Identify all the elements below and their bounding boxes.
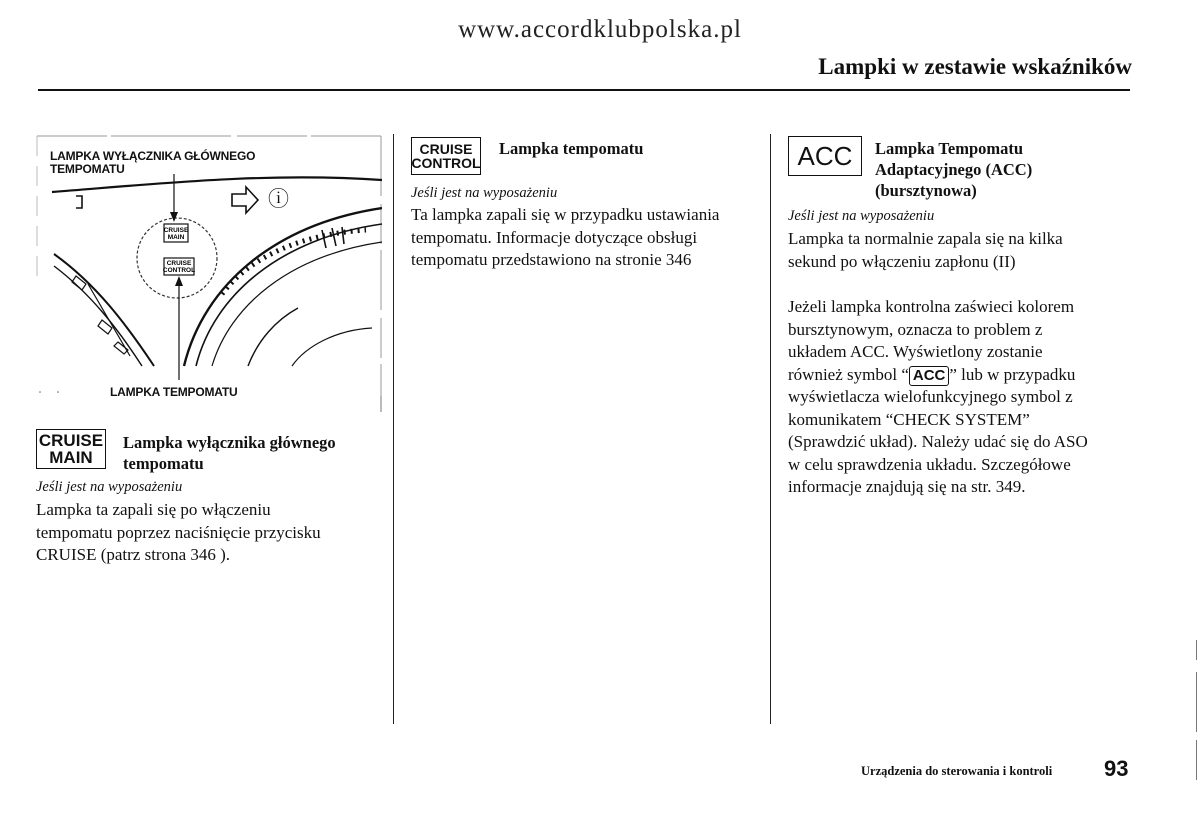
heading-main-switch-lamp xyxy=(123,432,336,474)
cruise-control-badge-line2: CONTROL xyxy=(411,155,481,171)
equipment-note: Jeśli jest na wyposażeniu xyxy=(36,479,183,495)
figure-label-cruise-lamp: LAMPKA TEMPOMATU xyxy=(110,385,238,399)
figure-label-main-switch xyxy=(50,150,255,176)
heading-acc-lamp xyxy=(875,138,1032,201)
acc-normal-description xyxy=(788,228,1138,273)
callout-icon1-line1: CRUISE xyxy=(163,227,189,234)
column-divider-1 xyxy=(393,134,394,724)
scan-edge-mark xyxy=(1196,672,1197,732)
callout-icon2-line2: CONTROL xyxy=(162,267,196,274)
cluster-illustration xyxy=(36,134,382,414)
body-line: Ta lampka zapali się w przypadku ustawiania xyxy=(411,205,720,224)
body-line-with-badge xyxy=(788,364,1138,387)
heading-line1: Lampka Tempomatu xyxy=(875,139,1024,158)
body-line: w celu sprawdzenia układu. Szczegółowe xyxy=(788,454,1071,474)
watermark-url: www.accordklubpolska.pl xyxy=(458,16,742,43)
inline-acc-badge: ACC xyxy=(909,366,950,386)
figure-label-line2: TEMPOMATU xyxy=(50,162,125,176)
equipment-note: Jeśli jest na wyposażeniu xyxy=(411,185,558,201)
cruise-main-badge-line2: MAIN xyxy=(49,448,93,467)
instrument-cluster-figure xyxy=(36,134,382,414)
page-number: 93 xyxy=(1104,756,1129,781)
body-line: Lampka ta normalnie zapala się na kilka xyxy=(788,229,1063,248)
body-line: tempomatu przedstawiono na stronie 346 xyxy=(411,250,692,269)
inline-text: ” lub w przypadku xyxy=(949,364,1076,384)
body-line: układem ACC. Wyświetlony zostanie xyxy=(788,342,1043,361)
footer-section: Urządzenia do sterowania i kontroli xyxy=(861,764,1053,778)
acc-badge-text: ACC xyxy=(797,141,853,171)
body-line: tempomatu poprzez naciśnięcie przycisku xyxy=(36,522,321,542)
body-line: komunikatem “CHECK SYSTEM” xyxy=(788,409,1030,429)
column-divider-2 xyxy=(770,134,771,724)
callout-icon1-line2: MAIN xyxy=(167,234,185,241)
body-line: (Sprawdzić układ). Należy udać się do ASO xyxy=(788,432,1088,451)
body-line: sekund po włączeniu zapłonu (II) xyxy=(788,251,1016,271)
heading-line2: Adaptacyjnego (ACC) xyxy=(875,160,1033,179)
body-line: wyświetlacza wielofunkcyjnego symbol z xyxy=(788,387,1073,406)
body-line: CRUISE (patrz strona 346 ). xyxy=(36,545,231,564)
acc-badge xyxy=(788,136,862,176)
body-line: Jeżeli lampka kontrolna zaświeci kolorem xyxy=(788,297,1075,316)
cruise-control-badge xyxy=(411,137,481,175)
header-rule xyxy=(38,89,1130,91)
heading-cruise-lamp: Lampka tempomatu xyxy=(499,139,644,158)
cruise-main-badge xyxy=(36,429,106,469)
acc-warning-description xyxy=(788,296,1138,499)
info-icon: ⓘ xyxy=(268,187,289,211)
cruise-main-badge-line1: CRUISE xyxy=(38,431,104,450)
callout-icon2-line1: CRUISE xyxy=(166,260,192,267)
body-line: Lampka ta zapali się po włączeniu xyxy=(36,500,271,519)
body-line: informacje znajdują się na str. 349. xyxy=(788,477,1026,496)
equipment-note: Jeśli jest na wyposażeniu xyxy=(788,208,935,224)
inline-text: również symbol “ xyxy=(788,364,909,384)
heading-line3: (bursztynowa) xyxy=(875,181,977,200)
main-switch-description xyxy=(36,499,386,567)
scan-edge-mark xyxy=(1196,740,1197,780)
figure-label-line1: LAMPKA WYŁĄCZNIKA GŁÓWNEGO xyxy=(50,149,256,163)
body-line: bursztynowym, oznacza to problem z xyxy=(788,319,1043,339)
cruise-control-badge-line1: CRUISE xyxy=(419,141,473,157)
heading-line1: Lampka wyłącznika głównego xyxy=(123,433,336,452)
cruise-lamp-description xyxy=(411,204,769,272)
section-title: Lampki w zestawie wskaźników xyxy=(818,54,1132,79)
scan-edge-mark xyxy=(1196,640,1197,660)
body-line: tempomatu. Informacje dotyczące obsługi xyxy=(411,227,698,247)
heading-line2: tempomatu xyxy=(123,454,204,473)
